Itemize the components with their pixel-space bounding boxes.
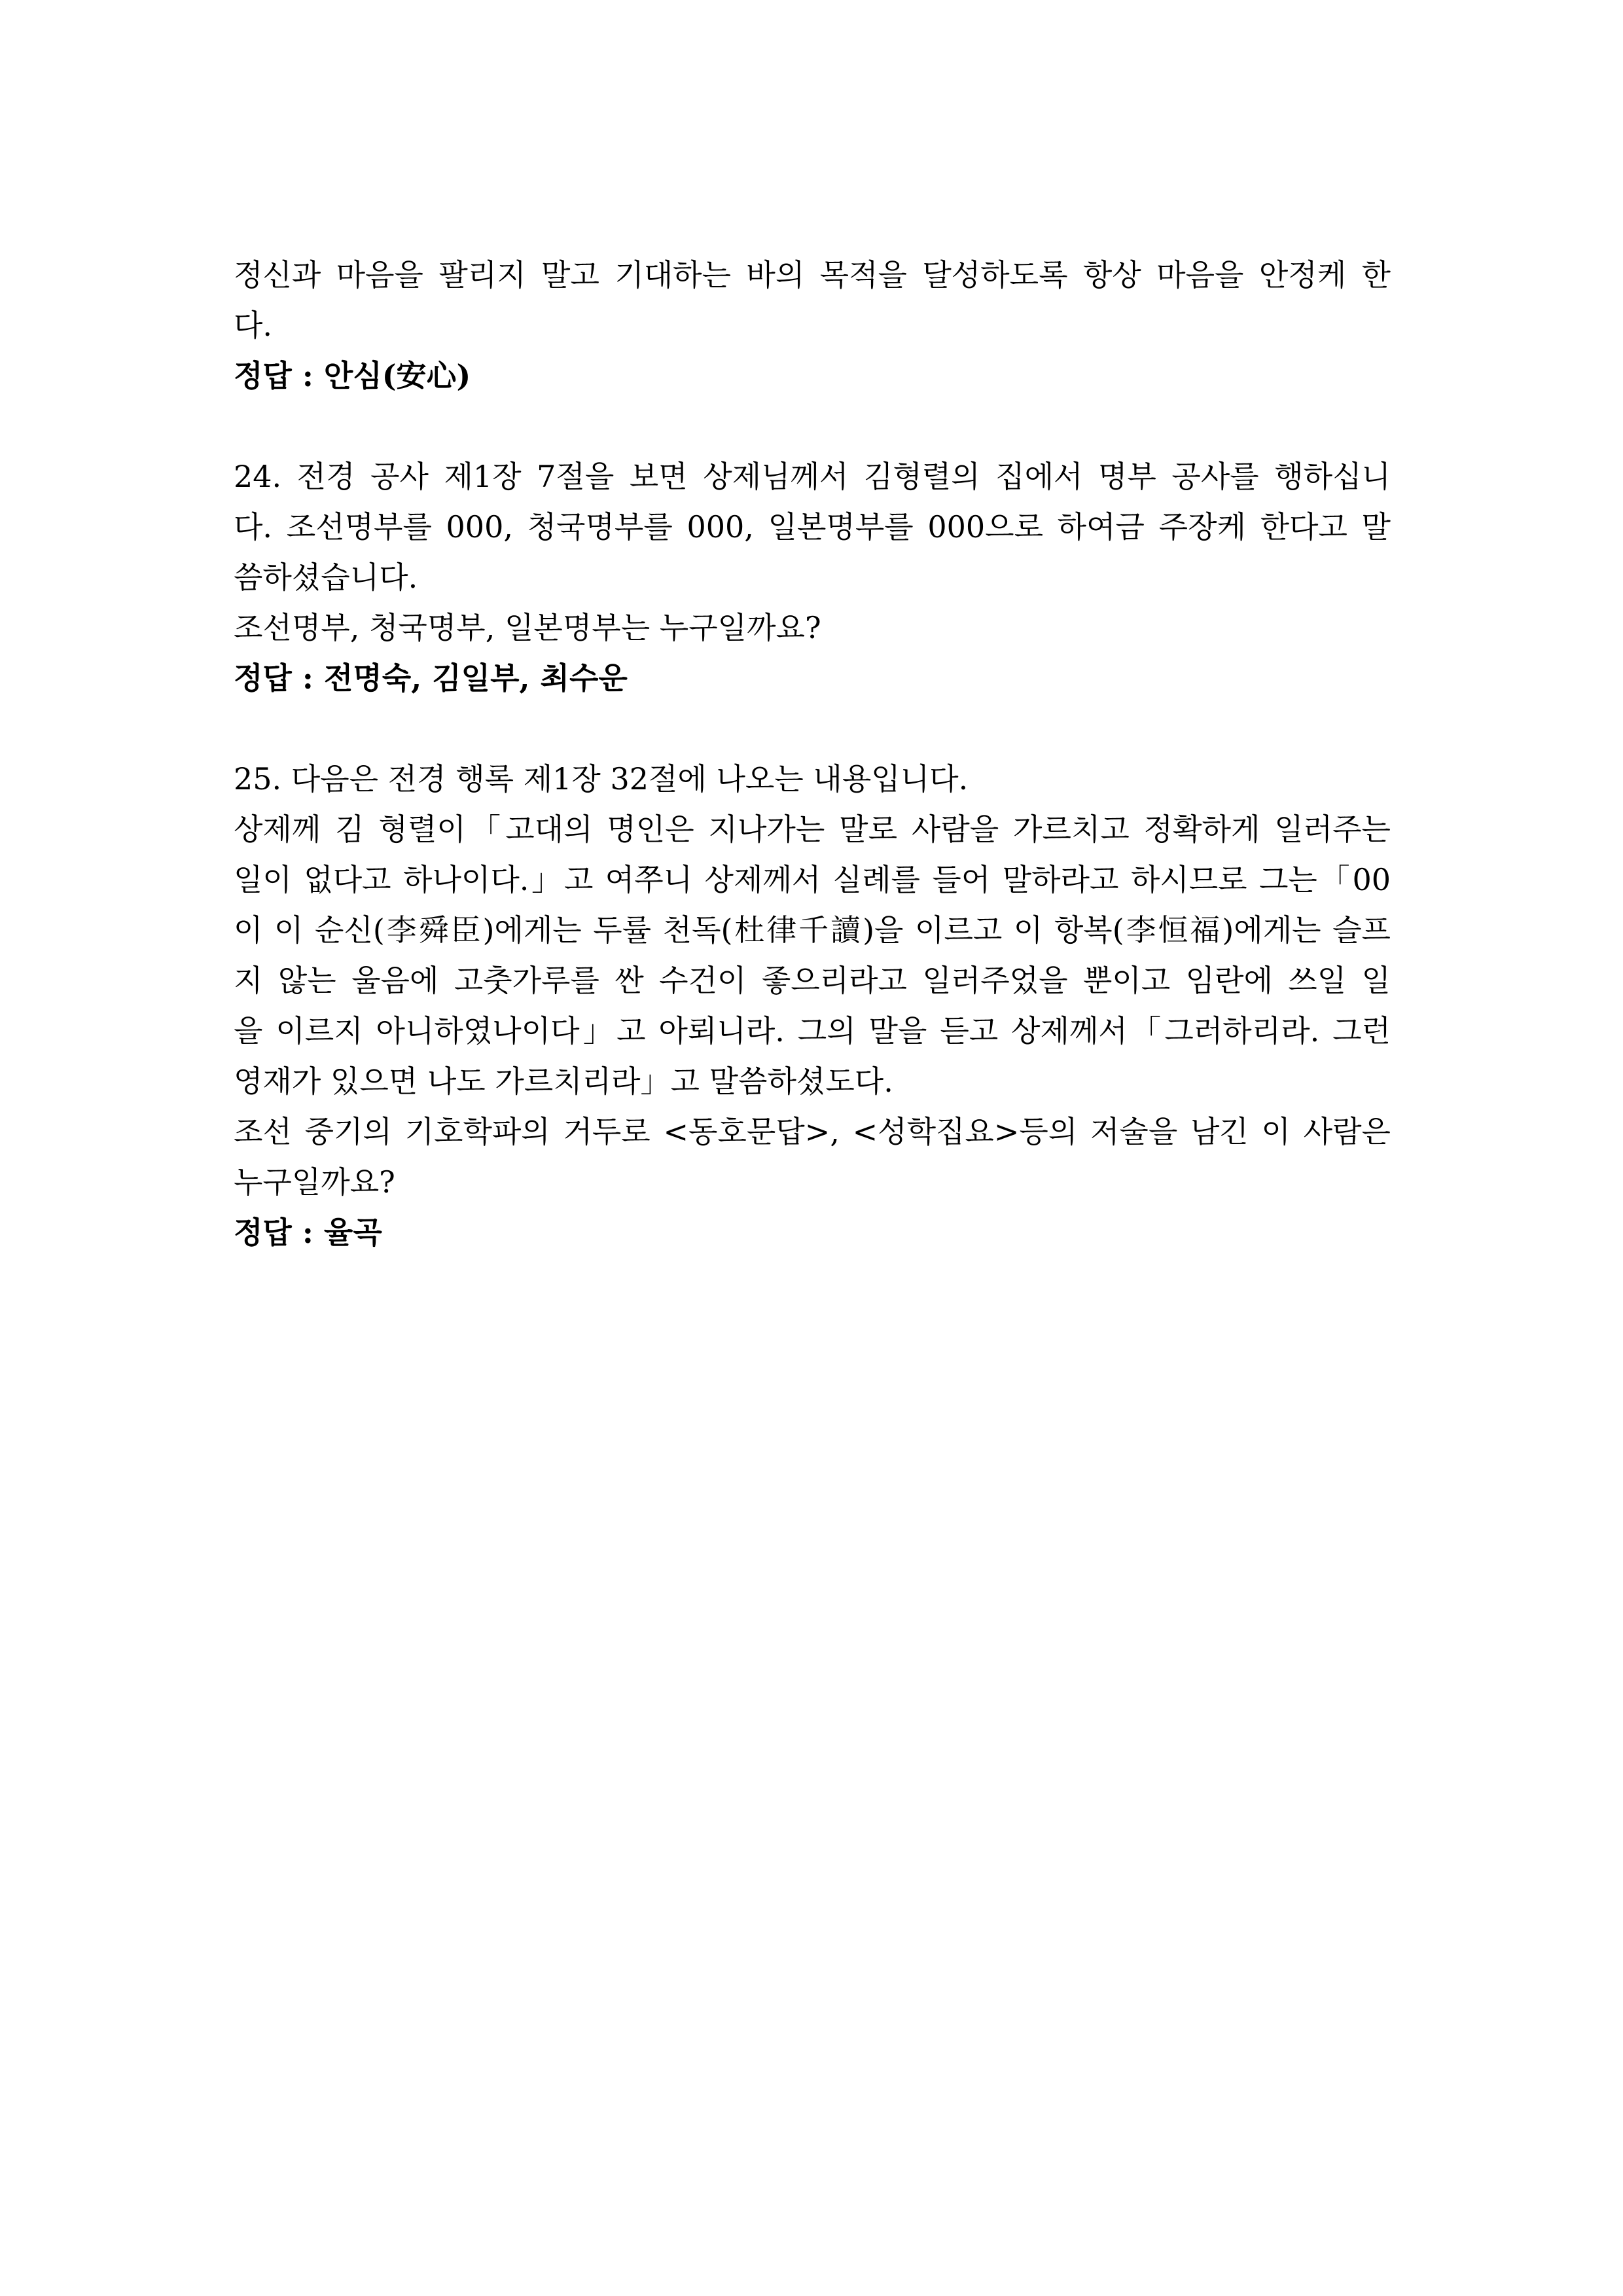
paragraph-line: 다. xyxy=(234,308,273,343)
paragraph-line: 영재가 있으면 나도 가르치리라」고 말씀하셨도다. xyxy=(234,1064,893,1099)
paragraph-line: 24. 전경 공사 제1장 7절을 보면 상제님께서 김형렬의 집에서 명부 공사를 행하십니 xyxy=(234,459,1391,494)
question-24 xyxy=(234,452,1391,704)
paragraph-line: 다. 조선명부를 000, 청국명부를 000, 일본명부를 000으로 하여금 주장케 한다고 말 xyxy=(234,509,1391,545)
question-heading: 25. 다음은 전경 행록 제1장 32절에 나오는 내용입니다. xyxy=(234,761,969,797)
paragraph-line: 정신과 마음을 팔리지 말고 기대하는 바의 목적을 달성하도록 항상 마음을 안정케 한 xyxy=(234,257,1391,293)
paragraph-line: 지 않는 울음에 고춧가루를 싼 수건이 좋으리라고 일러주었을 뿐이고 임란에 쓰일 일 xyxy=(234,963,1391,998)
answer-23: 정답 : 안심(安心) xyxy=(234,358,471,393)
paragraph-line: 상제께 김 형렬이「고대의 명인은 지나가는 말로 사람을 가르치고 정확하게 일러주는 xyxy=(234,812,1391,847)
answer-24: 정답 : 전명숙, 김일부, 최수운 xyxy=(234,660,628,696)
question-prompt: 조선명부, 청국명부, 일본명부는 누구일까요? xyxy=(234,610,821,645)
paragraph-line: 이 이 순신(李舜臣)에게는 두률 천독(杜律千讀)을 이르고 이 항복(李恒福)에게는 슬프 xyxy=(234,912,1391,948)
question-prompt: 누구일까요? xyxy=(234,1164,395,1200)
paragraph-gap xyxy=(234,704,1391,754)
document-body xyxy=(234,250,1391,1258)
paragraph-line: 을 이르지 아니하였나이다」고 아뢰니라. 그의 말을 듣고 상제께서「그러하리라. 그런 xyxy=(234,1013,1391,1049)
answer-25: 정답 : 율곡 xyxy=(234,1215,382,1250)
paragraph-line: 일이 없다고 하나이다.」고 여쭈니 상제께서 실례를 들어 말하라고 하시므로 그는「00 xyxy=(234,862,1391,897)
paragraph-line: 씀하셨습니다. xyxy=(234,560,418,595)
paragraph-gap xyxy=(234,401,1391,452)
question-23-continuation xyxy=(234,250,1391,401)
question-25 xyxy=(234,754,1391,1258)
question-prompt: 조선 중기의 기호학파의 거두로 <동호문답>, <성학집요>등의 저술을 남긴 이 사람은 xyxy=(234,1114,1391,1149)
